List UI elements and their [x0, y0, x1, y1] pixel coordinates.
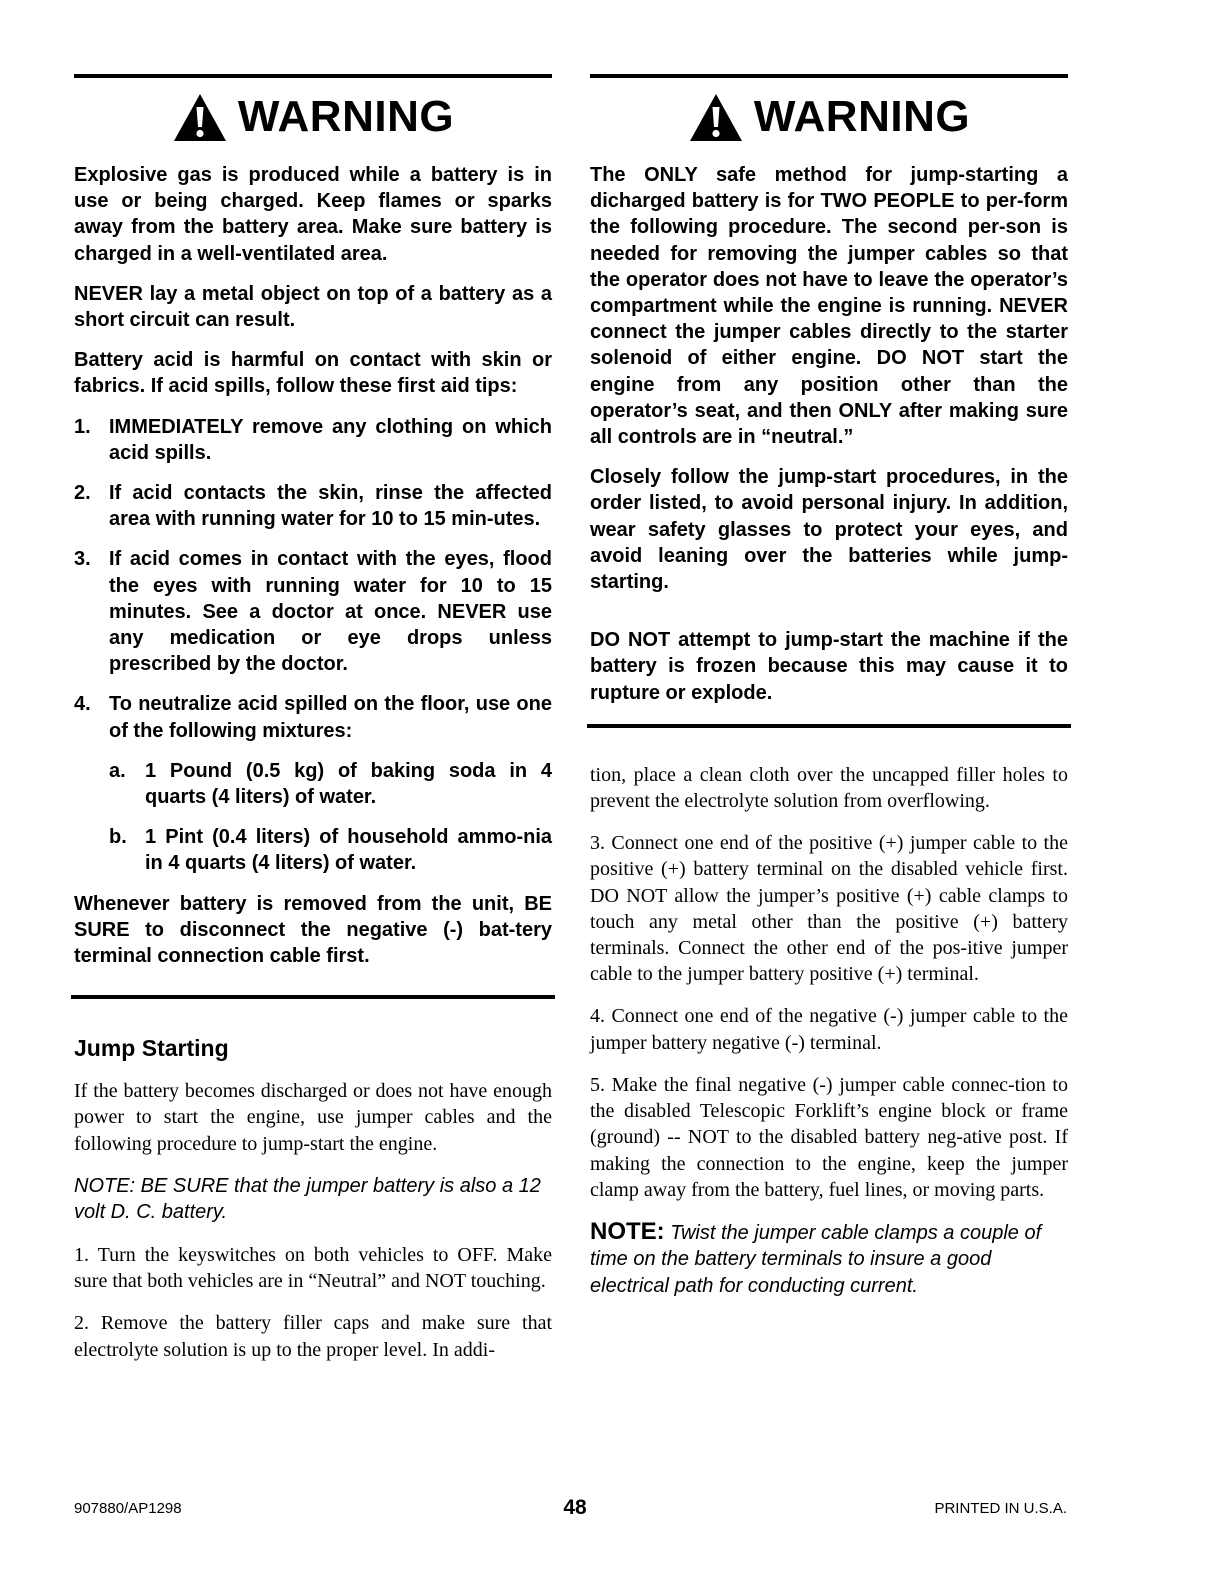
warning-triangle-icon	[688, 91, 744, 143]
warning-top-rule	[590, 74, 1068, 78]
document-number: 907880/AP1298	[74, 1500, 182, 1517]
body-paragraph: If the battery becomes discharged or does not have enough power to start the engine, use jumper cables and the following procedure to jump-start the engine.	[74, 1080, 552, 1155]
first-aid-item	[74, 691, 552, 743]
warning-title: WARNING	[237, 92, 455, 141]
body-paragraph: tion, place a clean cloth over the uncapped filler holes to prevent the electrolyte solution from overflowing.	[590, 763, 1068, 813]
note-paragraph: NOTE: BE SURE that the jumper battery is also a 12 volt D. C. battery.	[74, 1174, 541, 1224]
left-column	[74, 74, 552, 1379]
list-letter: b.	[109, 826, 127, 849]
note-text: Twist the jumper cable clamps a couple of time on the battery terminals to insure a good electrical path for conducting current.	[590, 1221, 1042, 1297]
first-aid-item	[74, 546, 552, 677]
list-text: If acid contacts the skin, rinse the affected area with running water for 10 to 15 min-utes.	[109, 482, 552, 531]
warning-bottom-rule	[71, 995, 555, 999]
warning-paragraph: DO NOT attempt to jump-start the machine if the battery is frozen because this may cause it to rupture or explode.	[590, 629, 1068, 704]
step-paragraph: 3. Connect one end of the positive (+) jumper cable to the positive (+) battery terminal on the disabled vehicle first. DO NOT allow the jumper’s positive (+) cable clamps to touch any metal other than the positive (+) battery terminals. Connect the other end of the pos-itive jumper cable to the jumper battery positive (+) terminal.	[590, 832, 1068, 986]
warning-bottom-rule	[587, 724, 1071, 728]
left-warning-box	[74, 74, 552, 999]
list-text: 1 Pound (0.5 kg) of baking soda in 4 quarts (4 liters) of water.	[145, 759, 552, 809]
right-column	[590, 74, 1068, 1315]
list-number: 1.	[74, 415, 91, 438]
warning-paragraph: Closely follow the jump-start procedures, in the order listed, to avoid personal injury. In addition, wear safety glasses to protect your eyes, and avoid leaning over the batteries while jump-starting.	[590, 466, 1068, 594]
warning-triangle-icon	[172, 91, 228, 143]
mixture-item	[109, 824, 552, 876]
warning-paragraph: Battery acid is harmful on contact with skin or fabrics. If acid spills, follow these first aid tips:	[74, 349, 552, 398]
note-label: NOTE:	[590, 1217, 665, 1245]
list-text: To neutralize acid spilled on the floor, use one of the following mixtures:	[109, 693, 552, 742]
page-number: 48	[563, 1496, 587, 1519]
step-paragraph: 1. Turn the keyswitches on both vehicles to OFF. Make sure that both vehicles are in “Neutral” and NOT touching.	[74, 1243, 552, 1293]
mixture-item	[109, 758, 552, 810]
step-paragraph: 4. Connect one end of the negative (-) jumper cable to the jumper battery negative (-) terminal.	[590, 1005, 1068, 1054]
step-paragraph: 2. Remove the battery filler caps and make sure that electrolyte solution is up to the proper level. In addi-	[74, 1312, 552, 1361]
warning-title: WARNING	[753, 92, 971, 141]
printed-in: PRINTED IN U.S.A.	[934, 1500, 1067, 1517]
note-paragraph	[590, 1219, 1068, 1300]
step-paragraph: 5. Make the final negative (-) jumper cable connec-tion to the disabled Telescopic Forklift’s engine block or frame (ground) -- NOT to the disabled battery neg-ative post. If making the connection to the engine, keep the jumper clamp away from the battery, fuel lines, or moving parts.	[590, 1073, 1068, 1201]
warning-header	[590, 82, 1068, 152]
first-aid-item	[74, 480, 552, 532]
list-text: If acid comes in contact with the eyes, flood the eyes with running water for 10 to 15 minutes. See a doctor at once. NEVER use any medication or eye drops unless prescribed by the doctor.	[109, 548, 552, 676]
list-number: 2.	[74, 482, 91, 505]
warning-header	[74, 82, 552, 152]
warning-paragraph: The ONLY safe method for jump-starting a dicharged battery is for TWO PEOPLE to per-form the following procedure. The second per-son is needed for removing the jumper cables so that the operator does not have to leave the operator’s compartment while the engine is running. NEVER connect the jumper cables directly to the starter solenoid of either engine. DO NOT start the engine from any position other than the operator’s seat, and then ONLY after making sure all controls are in “neutral.”	[590, 164, 1068, 449]
first-aid-item	[74, 414, 552, 466]
list-letter: a.	[109, 759, 126, 782]
list-number: 3.	[74, 548, 91, 571]
warning-paragraph: Explosive gas is produced while a battery is in use or being charged. Keep flames or sparks away from the battery area. Make sure battery is charged in a well-ventilated area.	[74, 164, 552, 265]
right-warning-box	[590, 74, 1068, 728]
list-text: IMMEDIATELY remove any clothing on which acid spills.	[109, 415, 552, 464]
warning-paragraph: NEVER lay a metal object on top of a battery as a short circuit can result.	[74, 282, 552, 332]
list-text: 1 Pint (0.4 liters) of household ammo-nia in 4 quarts (4 liters) of water.	[145, 826, 552, 875]
section-heading: Jump Starting	[74, 1035, 229, 1062]
warning-top-rule	[74, 74, 552, 78]
list-number: 4.	[74, 693, 91, 716]
warning-paragraph: Whenever battery is removed from the unit, BE SURE to disconnect the negative (-) bat-tery terminal connection cable first.	[74, 892, 552, 968]
